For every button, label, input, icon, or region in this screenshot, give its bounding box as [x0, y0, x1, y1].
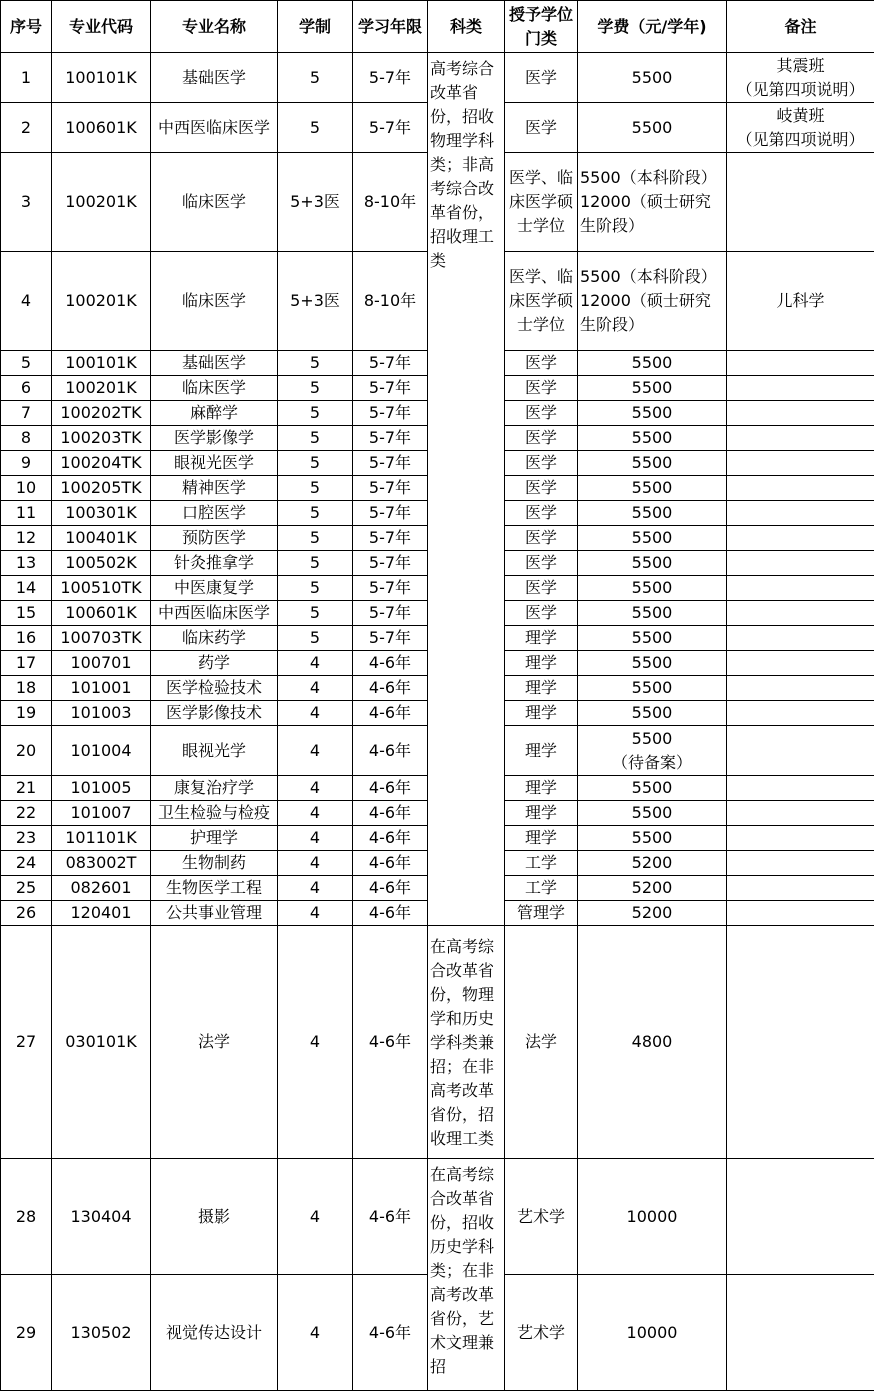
- cell-tuition: 5500: [578, 551, 727, 576]
- cell-code: 100201K: [52, 252, 151, 351]
- cell-study-years: 5-7年: [353, 501, 428, 526]
- cell-name: 药学: [151, 651, 278, 676]
- cell-seq: 27: [1, 926, 52, 1159]
- cell-name: 医学影像技术: [151, 701, 278, 726]
- cell-tuition: 5200: [578, 876, 727, 901]
- cell-seq: 11: [1, 501, 52, 526]
- cell-remark: [727, 701, 874, 726]
- cell-degree: 医学: [505, 501, 578, 526]
- cell-degree: 艺术学: [505, 1275, 578, 1391]
- cell-subject: 高考综合改革省份，招收物理学科类；非高考综合改革省份，招收理工类: [428, 53, 505, 926]
- cell-degree: 医学: [505, 103, 578, 153]
- cell-remark: [727, 376, 874, 401]
- cell-tuition: 5500: [578, 451, 727, 476]
- cell-length: 4: [278, 876, 353, 901]
- cell-seq: 21: [1, 776, 52, 801]
- cell-study-years: 5-7年: [353, 476, 428, 501]
- cell-tuition: 5500: [578, 351, 727, 376]
- cell-length: 4: [278, 801, 353, 826]
- cell-length: 5: [278, 501, 353, 526]
- table-row: [1, 926, 874, 1159]
- cell-remark: [727, 851, 874, 876]
- cell-tuition: 5500: [578, 651, 727, 676]
- cell-seq: 6: [1, 376, 52, 401]
- cell-tuition: 5500: [578, 701, 727, 726]
- cell-code: 100601K: [52, 103, 151, 153]
- cell-seq: 14: [1, 576, 52, 601]
- cell-degree: 工学: [505, 851, 578, 876]
- cell-remark: [727, 876, 874, 901]
- cell-degree: 艺术学: [505, 1159, 578, 1275]
- cell-length: 4: [278, 776, 353, 801]
- cell-length: 5: [278, 426, 353, 451]
- cell-remark: [727, 801, 874, 826]
- cell-code: 120401: [52, 901, 151, 926]
- cell-study-years: 4-6年: [353, 776, 428, 801]
- cell-name: 护理学: [151, 826, 278, 851]
- cell-study-years: 5-7年: [353, 426, 428, 451]
- cell-seq: 7: [1, 401, 52, 426]
- cell-length: 5: [278, 451, 353, 476]
- cell-study-years: 5-7年: [353, 451, 428, 476]
- cell-name: 视觉传达设计: [151, 1275, 278, 1391]
- cell-seq: 4: [1, 252, 52, 351]
- cell-tuition: 5500（本科阶段）12000（硕士研究生阶段）: [578, 252, 727, 351]
- cell-name: 精神医学: [151, 476, 278, 501]
- cell-tuition: 5500: [578, 103, 727, 153]
- cell-study-years: 4-6年: [353, 826, 428, 851]
- cell-length: 4: [278, 901, 353, 926]
- cell-name: 公共事业管理: [151, 901, 278, 926]
- cell-remark: [727, 501, 874, 526]
- cell-length: 4: [278, 651, 353, 676]
- cell-seq: 19: [1, 701, 52, 726]
- header-code: 专业代码: [52, 1, 151, 53]
- cell-degree: 理学: [505, 651, 578, 676]
- header-length: 学制: [278, 1, 353, 53]
- cell-tuition: 5500: [578, 626, 727, 651]
- cell-name: 针灸推拿学: [151, 551, 278, 576]
- cell-name: 预防医学: [151, 526, 278, 551]
- cell-length: 4: [278, 826, 353, 851]
- cell-length: 5: [278, 53, 353, 103]
- cell-remark: [727, 726, 874, 776]
- cell-seq: 8: [1, 426, 52, 451]
- cell-study-years: 5-7年: [353, 626, 428, 651]
- cell-seq: 25: [1, 876, 52, 901]
- cell-study-years: 4-6年: [353, 876, 428, 901]
- cell-seq: 10: [1, 476, 52, 501]
- cell-remark: 其震班 （见第四项说明）: [727, 53, 874, 103]
- cell-seq: 24: [1, 851, 52, 876]
- cell-length: 5: [278, 576, 353, 601]
- cell-degree: 医学: [505, 601, 578, 626]
- cell-degree: 管理学: [505, 901, 578, 926]
- cell-degree: 医学: [505, 551, 578, 576]
- cell-remark: [727, 153, 874, 252]
- cell-study-years: 5-7年: [353, 526, 428, 551]
- cell-remark: [727, 526, 874, 551]
- cell-length: 4: [278, 1159, 353, 1275]
- cell-name: 生物制药: [151, 851, 278, 876]
- cell-remark: [727, 776, 874, 801]
- cell-code: 100701: [52, 651, 151, 676]
- cell-code: 083002T: [52, 851, 151, 876]
- cell-name: 中医康复学: [151, 576, 278, 601]
- cell-tuition: 5500: [578, 376, 727, 401]
- cell-degree: 工学: [505, 876, 578, 901]
- header-remark: 备注: [727, 1, 874, 53]
- cell-code: 101007: [52, 801, 151, 826]
- cell-code: 101004: [52, 726, 151, 776]
- cell-name: 眼视光医学: [151, 451, 278, 476]
- cell-seq: 5: [1, 351, 52, 376]
- cell-seq: 29: [1, 1275, 52, 1391]
- cell-code: 100202TK: [52, 401, 151, 426]
- cell-code: 100101K: [52, 53, 151, 103]
- cell-study-years: 4-6年: [353, 676, 428, 701]
- cell-length: 4: [278, 926, 353, 1159]
- cell-name: 中西医临床医学: [151, 601, 278, 626]
- cell-code: 030101K: [52, 926, 151, 1159]
- cell-tuition: 5500: [578, 826, 727, 851]
- cell-degree: 医学: [505, 426, 578, 451]
- cell-length: 5: [278, 526, 353, 551]
- cell-name: 卫生检验与检疫: [151, 801, 278, 826]
- cell-seq: 9: [1, 451, 52, 476]
- cell-name: 麻醉学: [151, 401, 278, 426]
- cell-study-years: 5-7年: [353, 576, 428, 601]
- cell-tuition: 5500: [578, 426, 727, 451]
- cell-tuition: 5500: [578, 801, 727, 826]
- cell-length: 5: [278, 401, 353, 426]
- cell-tuition: 5200: [578, 901, 727, 926]
- cell-degree: 医学: [505, 401, 578, 426]
- table-row: [1, 1159, 874, 1275]
- cell-degree: 医学: [505, 451, 578, 476]
- cell-remark: [727, 1159, 874, 1275]
- cell-code: 082601: [52, 876, 151, 901]
- cell-study-years: 4-6年: [353, 926, 428, 1159]
- cell-code: 101001: [52, 676, 151, 701]
- cell-code: 100601K: [52, 601, 151, 626]
- cell-name: 临床药学: [151, 626, 278, 651]
- cell-remark: [727, 601, 874, 626]
- cell-tuition: 5500 （待备案）: [578, 726, 727, 776]
- cell-study-years: 4-6年: [353, 801, 428, 826]
- cell-name: 中西医临床医学: [151, 103, 278, 153]
- cell-study-years: 4-6年: [353, 726, 428, 776]
- cell-remark: [727, 576, 874, 601]
- cell-tuition: 10000: [578, 1159, 727, 1275]
- cell-degree: 理学: [505, 701, 578, 726]
- cell-degree: 医学: [505, 526, 578, 551]
- cell-length: 4: [278, 726, 353, 776]
- cell-study-years: 5-7年: [353, 551, 428, 576]
- table-row: [1, 53, 874, 103]
- cell-study-years: 4-6年: [353, 851, 428, 876]
- cell-remark: [727, 476, 874, 501]
- cell-remark: [727, 451, 874, 476]
- cell-degree: 医学: [505, 476, 578, 501]
- cell-remark: [727, 901, 874, 926]
- cell-study-years: 8-10年: [353, 153, 428, 252]
- header-study-years: 学习年限: [353, 1, 428, 53]
- cell-study-years: 4-6年: [353, 1159, 428, 1275]
- cell-length: 5: [278, 626, 353, 651]
- cell-degree: 理学: [505, 826, 578, 851]
- cell-degree: 理学: [505, 776, 578, 801]
- cell-name: 医学影像学: [151, 426, 278, 451]
- cell-seq: 15: [1, 601, 52, 626]
- cell-study-years: 5-7年: [353, 601, 428, 626]
- cell-code: 100201K: [52, 153, 151, 252]
- cell-code: 100205TK: [52, 476, 151, 501]
- cell-length: 5: [278, 351, 353, 376]
- cell-tuition: 5500: [578, 476, 727, 501]
- cell-remark: [727, 401, 874, 426]
- cell-name: 临床医学: [151, 252, 278, 351]
- cell-name: 摄影: [151, 1159, 278, 1275]
- cell-code: 100101K: [52, 351, 151, 376]
- cell-degree: 理学: [505, 676, 578, 701]
- header-row: [1, 1, 874, 53]
- cell-remark: [727, 351, 874, 376]
- cell-length: 5: [278, 601, 353, 626]
- cell-length: 5: [278, 103, 353, 153]
- table-body: [1, 53, 874, 1391]
- cell-length: 4: [278, 851, 353, 876]
- cell-remark: [727, 826, 874, 851]
- cell-subject: 在高考综合改革省份，物理学和历史学科类兼招；在非高考改革省份，招收理工类: [428, 926, 505, 1159]
- cell-tuition: 5500: [578, 676, 727, 701]
- cell-study-years: 5-7年: [353, 103, 428, 153]
- cell-tuition: 5500: [578, 526, 727, 551]
- header-seq: 序号: [1, 1, 52, 53]
- cell-code: 100401K: [52, 526, 151, 551]
- cell-code: 101003: [52, 701, 151, 726]
- cell-subject: 在高考综合改革省份，招收历史学科类；在非高考改革省份，艺术文理兼招: [428, 1159, 505, 1391]
- cell-name: 临床医学: [151, 376, 278, 401]
- cell-tuition: 5500: [578, 401, 727, 426]
- cell-degree: 医学: [505, 351, 578, 376]
- header-degree: 授予学位门类: [505, 1, 578, 53]
- cell-length: 5: [278, 376, 353, 401]
- cell-seq: 22: [1, 801, 52, 826]
- cell-seq: 16: [1, 626, 52, 651]
- cell-name: 法学: [151, 926, 278, 1159]
- cell-study-years: 5-7年: [353, 351, 428, 376]
- cell-degree: 医学、临床医学硕士学位: [505, 153, 578, 252]
- cell-seq: 20: [1, 726, 52, 776]
- cell-degree: 法学: [505, 926, 578, 1159]
- cell-seq: 2: [1, 103, 52, 153]
- cell-seq: 1: [1, 53, 52, 103]
- cell-degree: 医学: [505, 53, 578, 103]
- header-name: 专业名称: [151, 1, 278, 53]
- cell-seq: 3: [1, 153, 52, 252]
- cell-name: 基础医学: [151, 53, 278, 103]
- cell-tuition: 5500: [578, 501, 727, 526]
- cell-degree: 医学、临床医学硕士学位: [505, 252, 578, 351]
- cell-remark: [727, 551, 874, 576]
- cell-tuition: 10000: [578, 1275, 727, 1391]
- cell-code: 130502: [52, 1275, 151, 1391]
- cell-seq: 18: [1, 676, 52, 701]
- header-tuition: 学费（元/学年): [578, 1, 727, 53]
- header-subject: 科类: [428, 1, 505, 53]
- cell-code: 130404: [52, 1159, 151, 1275]
- cell-degree: 医学: [505, 376, 578, 401]
- cell-length: 5: [278, 476, 353, 501]
- cell-seq: 17: [1, 651, 52, 676]
- cell-remark: [727, 626, 874, 651]
- cell-seq: 12: [1, 526, 52, 551]
- cell-study-years: 4-6年: [353, 701, 428, 726]
- cell-degree: 理学: [505, 801, 578, 826]
- cell-seq: 13: [1, 551, 52, 576]
- cell-length: 5+3医: [278, 252, 353, 351]
- cell-name: 眼视光学: [151, 726, 278, 776]
- cell-tuition: 5500: [578, 53, 727, 103]
- cell-tuition: 5500: [578, 576, 727, 601]
- cell-code: 100201K: [52, 376, 151, 401]
- cell-length: 5: [278, 551, 353, 576]
- cell-tuition: 5200: [578, 851, 727, 876]
- cell-name: 临床医学: [151, 153, 278, 252]
- cell-code: 100204TK: [52, 451, 151, 476]
- cell-name: 基础医学: [151, 351, 278, 376]
- cell-remark: 岐黄班 （见第四项说明）: [727, 103, 874, 153]
- cell-study-years: 4-6年: [353, 651, 428, 676]
- cell-tuition: 5500: [578, 601, 727, 626]
- cell-degree: 理学: [505, 726, 578, 776]
- cell-code: 100301K: [52, 501, 151, 526]
- cell-study-years: 5-7年: [353, 401, 428, 426]
- cell-tuition: 5500: [578, 776, 727, 801]
- cell-name: 康复治疗学: [151, 776, 278, 801]
- cell-degree: 理学: [505, 626, 578, 651]
- cell-study-years: 4-6年: [353, 1275, 428, 1391]
- cell-code: 100203TK: [52, 426, 151, 451]
- cell-remark: [727, 1275, 874, 1391]
- cell-remark: [727, 651, 874, 676]
- cell-seq: 28: [1, 1159, 52, 1275]
- cell-study-years: 8-10年: [353, 252, 428, 351]
- cell-name: 生物医学工程: [151, 876, 278, 901]
- cell-name: 口腔医学: [151, 501, 278, 526]
- cell-study-years: 4-6年: [353, 901, 428, 926]
- cell-length: 4: [278, 701, 353, 726]
- cell-seq: 26: [1, 901, 52, 926]
- cell-length: 5+3医: [278, 153, 353, 252]
- cell-remark: 儿科学: [727, 252, 874, 351]
- cell-seq: 23: [1, 826, 52, 851]
- cell-name: 医学检验技术: [151, 676, 278, 701]
- cell-code: 100510TK: [52, 576, 151, 601]
- cell-remark: [727, 426, 874, 451]
- cell-tuition: 5500（本科阶段）12000（硕士研究生阶段）: [578, 153, 727, 252]
- cell-study-years: 5-7年: [353, 53, 428, 103]
- cell-remark: [727, 926, 874, 1159]
- cell-code: 101101K: [52, 826, 151, 851]
- cell-remark: [727, 676, 874, 701]
- cell-study-years: 5-7年: [353, 376, 428, 401]
- cell-code: 101005: [52, 776, 151, 801]
- cell-code: 100703TK: [52, 626, 151, 651]
- cell-length: 4: [278, 1275, 353, 1391]
- cell-degree: 医学: [505, 576, 578, 601]
- cell-length: 4: [278, 676, 353, 701]
- cell-code: 100502K: [52, 551, 151, 576]
- cell-tuition: 4800: [578, 926, 727, 1159]
